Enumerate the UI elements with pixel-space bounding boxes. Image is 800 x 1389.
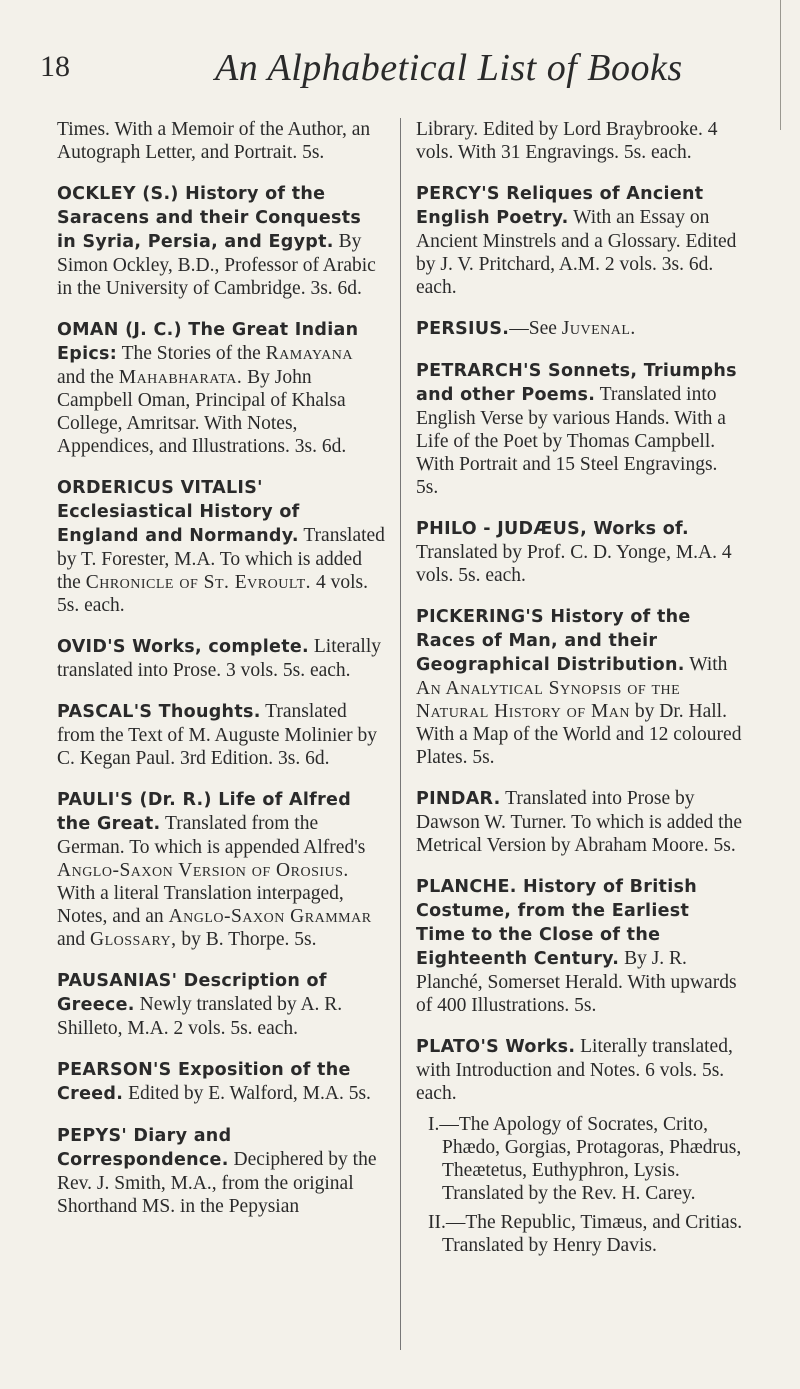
- entry-oman: OMAN (J. C.) The Great Indian Epics: The Stories of the Ramayana and the Mahabharata. By John Campbell Oman, Principal of Khalsa College, Amritsar. With Notes, Appendices, and Illustrations. 3s. 6d.: [57, 320, 359, 457]
- right-column: [416, 118, 744, 1263]
- entry-pausanias: PAUSANIAS' Description of Greece. Newly translated by A. R. Shilleto, M.A. 2 vols. 5s. each.: [57, 971, 343, 1039]
- plato-volume-2: II.—The Republic, Timæus, and Critias. Translated by Henry Davis.: [428, 1212, 743, 1256]
- entry-philo-judaeus: PHILO - JUDÆUS, Works of. Translated by Prof. C. D. Yonge, M.A. 4 vols. 5s. each.: [416, 519, 732, 586]
- entry-ordericus-vitalis: ORDERICUS VITALIS' Ecclesiastical History of England and Normandy. Translated by T. Forester, M.A. To which is added the Chronicle of St. Evroult. 4 vols. 5s. each.: [57, 478, 385, 616]
- entry-pearson: PEARSON'S Exposition of the Creed. Edited by E. Walford, M.A. 5s.: [57, 1060, 371, 1104]
- entry-persius: PERSIUS.—See Juvenal.: [416, 318, 636, 339]
- entry-pepys: PEPYS' Diary and Correspondence. Deciphered by the Rev. J. Smith, M.A., from the original Shorthand MS. in the Pepysian: [57, 1126, 377, 1217]
- page-header: [40, 42, 780, 102]
- entry-pickering: PICKERING'S History of the Races of Man, and their Geographical Distribution. With An Analytical Synopsis of the Natural History of Man by Dr. Hall. With a Map of the World and 12 coloured Plates. 5s.: [416, 607, 742, 768]
- running-title: An Alphabetical List of Books: [215, 47, 683, 89]
- entry-ockley: OCKLEY (S.) History of the Saracens and their Conquests in Syria, Persia, and Egypt. By Simon Ockley, B.D., Professor of Arabic in the University of Cambridge. 3s. 6d.: [57, 184, 376, 299]
- entry-percy: PERCY'S Reliques of Ancient English Poetry. With an Essay on Ancient Minstrels and a Glossary. Edited by J. V. Pritchard, A.M. 2 vols. 3s. 6d. each.: [416, 184, 737, 298]
- page-number: 18: [40, 50, 70, 83]
- entry-planche: PLANCHE. History of British Costume, from the Earliest Time to the Close of the Eighteenth Century. By J. R. Planché, Somerset Herald. With upwards of 400 Illustrations. 5s.: [416, 877, 737, 1016]
- plato-volume-1: I.—The Apology of Socrates, Crito, Phædo, Gorgias, Protagoras, Phædrus, Theætetus, Euthyphron, Lysis. Translated by the Rev. H. Carey.: [428, 1114, 742, 1204]
- entry-pindar: PINDAR. Translated into Prose by Dawson W. Turner. To which is added the Metrical Version by Abraham Moore. 5s.: [416, 788, 742, 856]
- entry-pascal: PASCAL'S Thoughts. Translated from the Text of M. Auguste Molinier by C. Kegan Paul. 3rd Edition. 3s. 6d.: [57, 701, 377, 769]
- page-edge-line: [780, 0, 781, 130]
- entry-plato: PLATO'S Works. Literally translated, with Introduction and Notes. 6 vols. 5s. each.: [416, 1036, 733, 1104]
- column-divider: [400, 118, 401, 1350]
- entry-pauli: PAULI'S (Dr. R.) Life of Alfred the Great. Translated from the German. To which is appended Alfred's Anglo-Saxon Version of Orosius. With a literal Translation interpaged, Notes, and an Anglo-Saxon Grammar and Glossary, by B. Thorpe. 5s.: [57, 790, 372, 950]
- entry-petrarch: PETRARCH'S Sonnets, Triumphs and other Poems. Translated into English Verse by various Hands. With a Life of the Poet by Thomas Campbell. With Portrait and 15 Steel Engravings. 5s.: [416, 361, 737, 498]
- left-column: [57, 118, 385, 1236]
- entry-ovid: OVID'S Works, complete. Literally translated into Prose. 3 vols. 5s. each.: [57, 636, 381, 681]
- continued-entry-pepys: Library. Edited by Lord Braybrooke. 4 vols. With 31 Engravings. 5s. each.: [416, 119, 718, 163]
- continued-entry-times: Times. With a Memoir of the Author, an Autograph Letter, and Portrait. 5s.: [57, 119, 371, 163]
